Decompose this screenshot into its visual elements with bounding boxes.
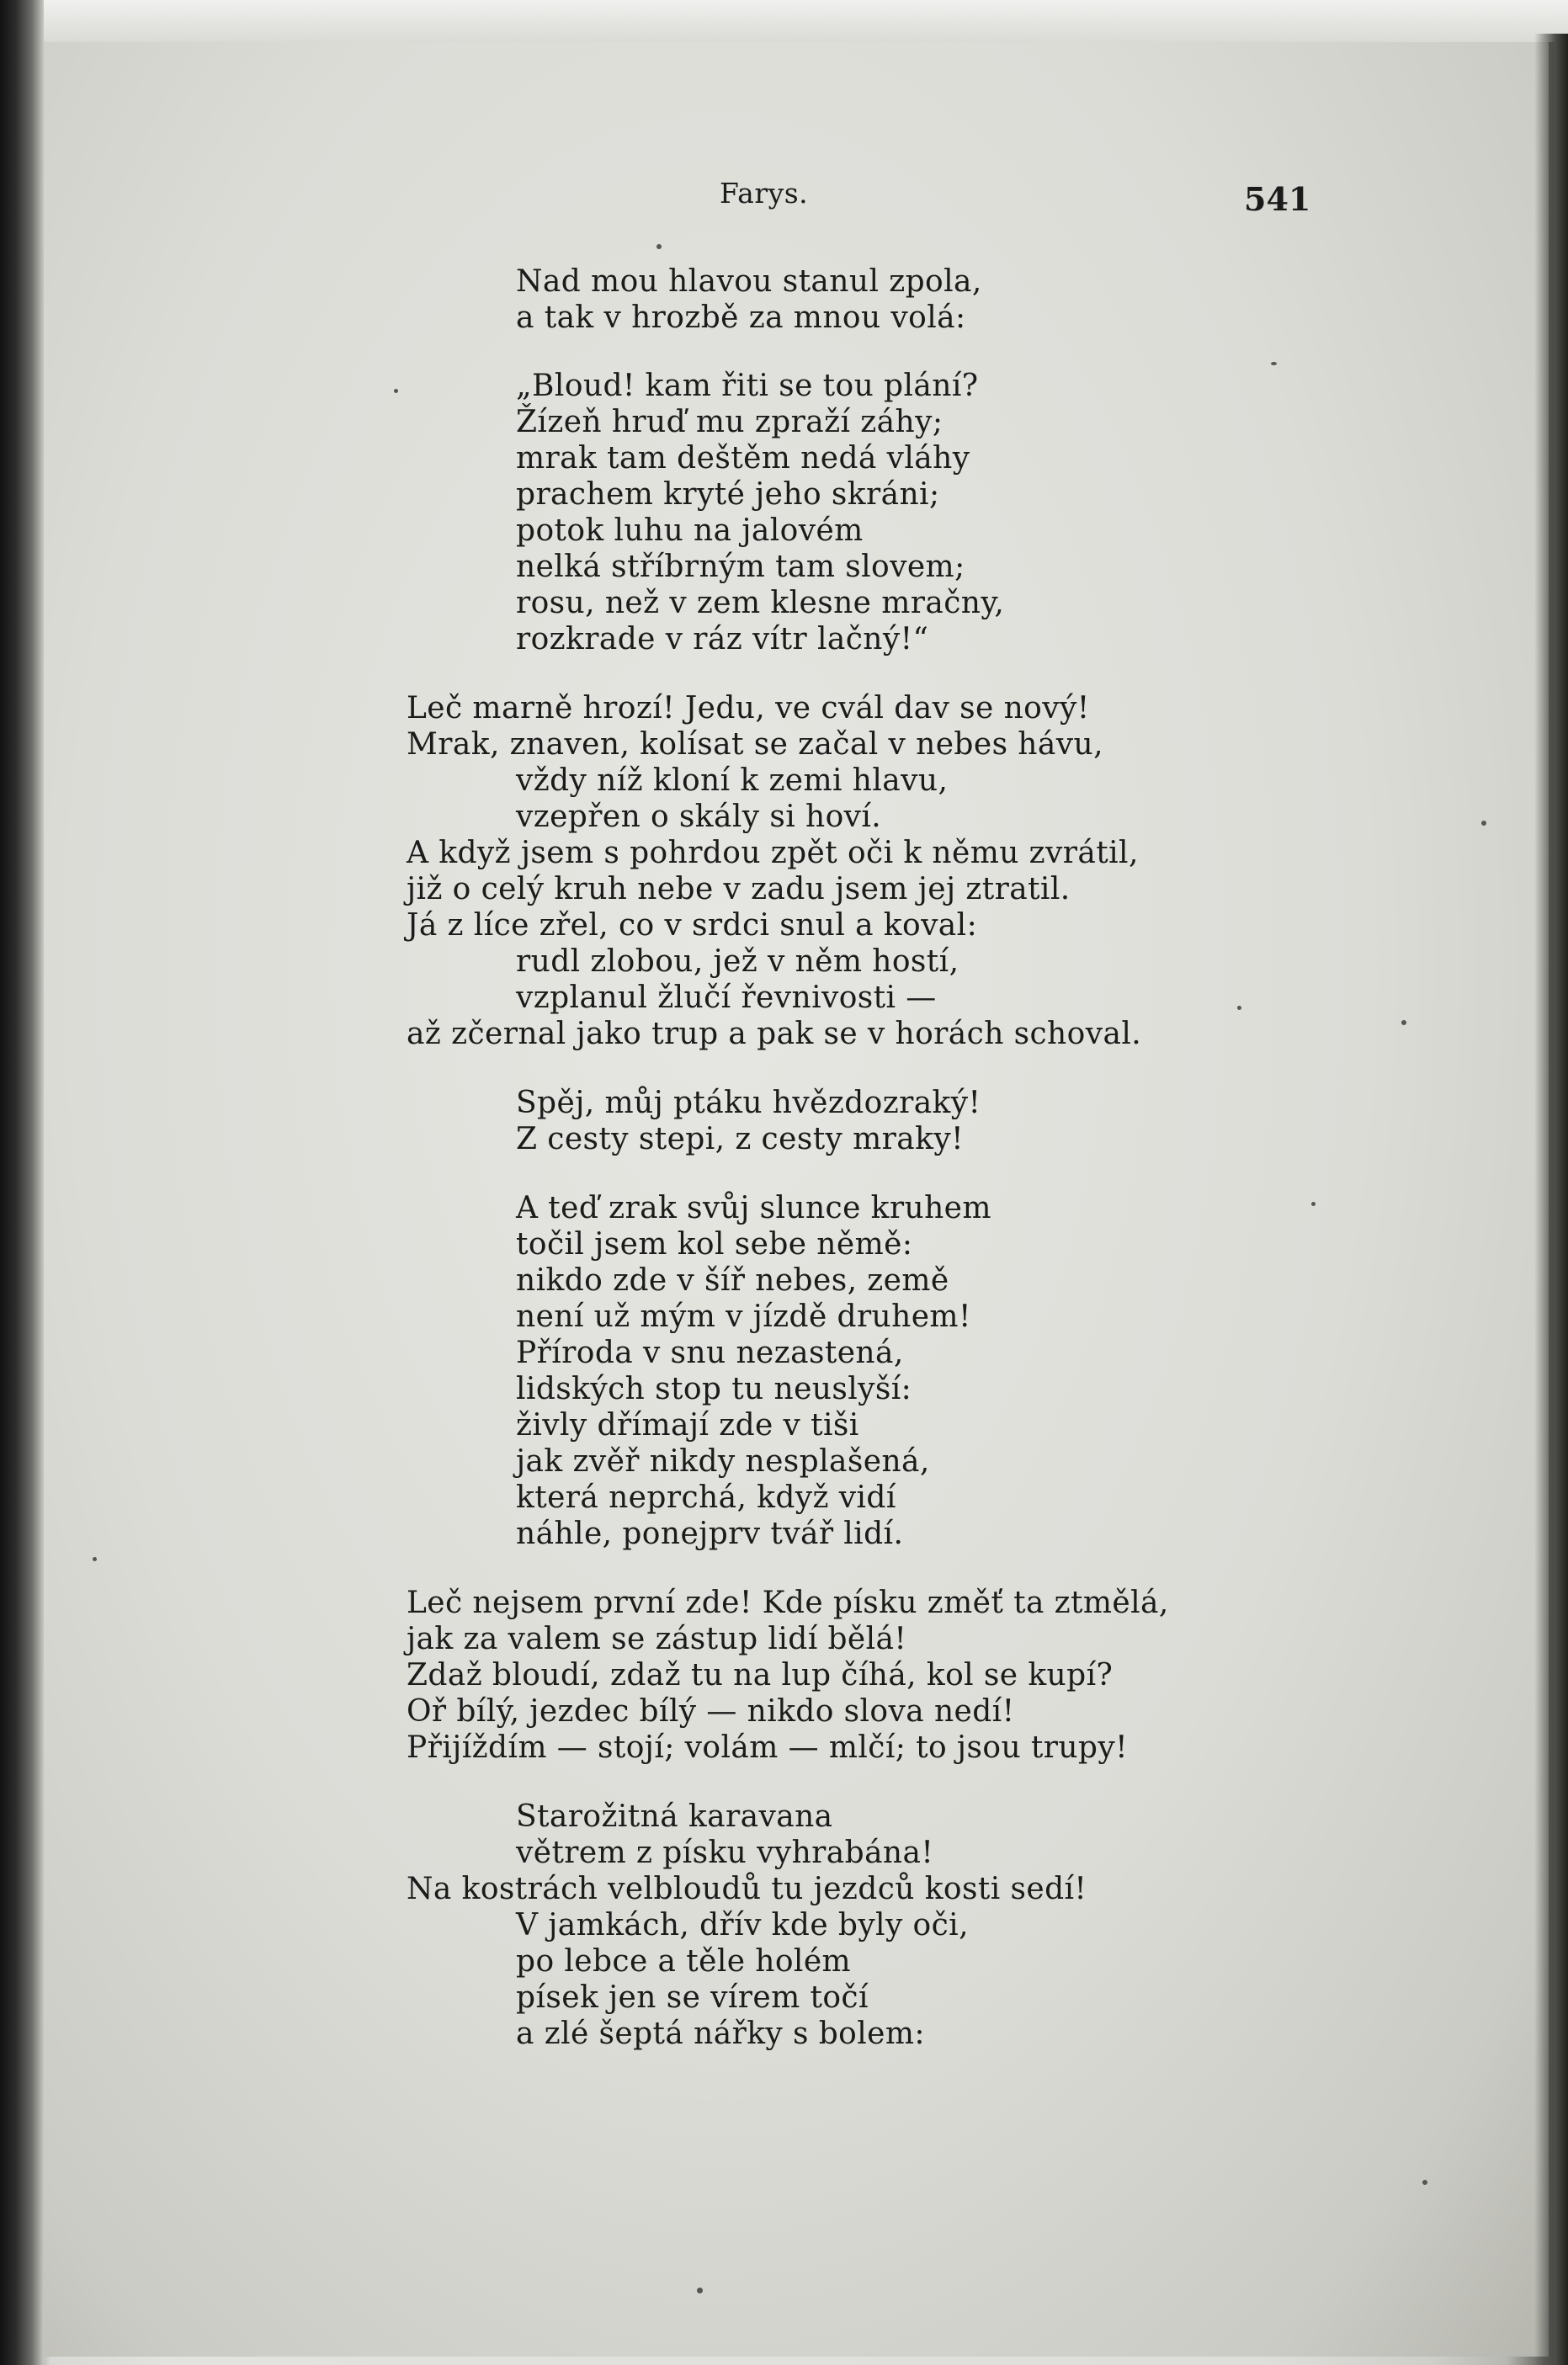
poem-line: rozkrade v ráz vítr lačný!“ xyxy=(516,622,929,656)
poem-line: lidských stop tu neuslyší: xyxy=(516,1372,912,1406)
poem-line: A teď zrak svůj slunce kruhem xyxy=(516,1191,991,1225)
scan-speck xyxy=(1237,1006,1241,1010)
scan-speck xyxy=(1271,362,1277,365)
scan-speck xyxy=(1481,821,1486,826)
poem-line: Zdaž bloudí, zdaž tu na lup číhá, kol se kupí? xyxy=(407,1658,1114,1693)
poem-line: jak zvěř nikdy nesplašená, xyxy=(516,1444,930,1479)
page-number: 541 xyxy=(1244,180,1311,218)
poem-line: a zlé šeptá nářky s bolem: xyxy=(516,2017,925,2051)
scan-speck xyxy=(697,2288,703,2293)
poem-line: rosu, než v zem klesne mračny, xyxy=(516,586,1005,620)
book-spine-edge xyxy=(0,0,44,2365)
poem-line: vzepřen o skály si hoví. xyxy=(516,800,882,834)
scan-speck xyxy=(93,1557,97,1561)
poem-line: písek jen se vírem točí xyxy=(516,1980,869,2015)
poem-line: není už mým v jízdě druhem! xyxy=(516,1299,971,1334)
right-page-edge xyxy=(1534,34,1568,2365)
poem-line: vzplanul žlučí řevnivosti — xyxy=(516,981,937,1015)
poem-line: větrem z písku vyhrabána! xyxy=(516,1836,934,1870)
poem-line: náhle, ponejprv tvář lidí. xyxy=(516,1517,904,1551)
poem-line: rudl zlobou, jež v něm hostí, xyxy=(516,944,959,979)
poem-line: točil jsem kol sebe němě: xyxy=(516,1227,913,1262)
poem-line: nelká stříbrným tam slovem; xyxy=(516,550,965,584)
scan-speck xyxy=(656,244,662,249)
poem-line: Nad mou hlavou stanul zpola, xyxy=(516,264,982,299)
poem-line: Mrak, znaven, kolísat se začal v nebes hávu, xyxy=(407,727,1103,762)
poem-line: Přijíždím — stojí; volám — mlčí; to jsou trupy! xyxy=(407,1730,1128,1765)
running-head: Farys. xyxy=(720,177,809,210)
poem-line: prachem kryté jeho skráni; xyxy=(516,477,940,512)
poem-line: živly dřímají zde v tiši xyxy=(516,1408,859,1443)
poem-line: potok luhu na jalovém xyxy=(516,513,864,548)
poem-line: vždy níž kloní k zemi hlavu, xyxy=(516,763,949,798)
poem-line: A když jsem s pohrdou zpět oči k němu zvrátil, xyxy=(407,836,1139,870)
scan-speck xyxy=(1401,1020,1406,1025)
poem-line: po lebce a těle holém xyxy=(516,1944,852,1979)
scan-speck xyxy=(1311,1202,1316,1206)
scan-speck xyxy=(394,389,398,393)
poem-line: Oř bílý, jezdec bílý — nikdo slova nedí! xyxy=(407,1694,1015,1729)
poem-line: mrak tam deštěm nedá vláhy xyxy=(516,441,970,476)
poem-line: Leč nejsem první zde! Kde písku změť ta ztmělá, xyxy=(407,1586,1169,1620)
poem-line: Starožitná karavana xyxy=(516,1799,833,1834)
poem-line: jak za valem se zástup lidí bělá! xyxy=(407,1622,907,1656)
poem-line: Na kostrách velbloudů tu jezdců kosti sedí! xyxy=(407,1872,1087,1906)
scan-speck xyxy=(1422,2180,1427,2185)
poem-line: Já z líce zřel, co v srdci snul a koval: xyxy=(407,908,978,943)
poem-line: Spěj, můj ptáku hvězdozraký! xyxy=(516,1086,981,1120)
poem-line: a tak v hrozbě za mnou volá: xyxy=(516,300,966,335)
poem-line: nikdo zde v šíř nebes, země xyxy=(516,1263,949,1298)
poem-line: Žízeň hruď mu zpraží záhy; xyxy=(516,405,943,439)
poem-line: Příroda v snu nezastená, xyxy=(516,1336,904,1370)
poem-line: již o celý kruh nebe v zadu jsem jej ztratil. xyxy=(407,872,1071,906)
poem-line: V jamkách, dřív kde byly oči, xyxy=(516,1908,969,1942)
poem-line: Z cesty stepi, z cesty mraky! xyxy=(516,1122,964,1156)
poem-line: která neprchá, když vidí xyxy=(516,1480,896,1515)
poem-line: až zčernal jako trup a pak se v horách schoval. xyxy=(407,1017,1142,1051)
page-header xyxy=(0,177,1568,227)
poem-line: Leč marně hrozí! Jedu, ve cvál dav se nový! xyxy=(407,691,1090,725)
top-page-edge xyxy=(34,0,1568,42)
poem-line: „Bloud! kam řiti se tou plání? xyxy=(516,369,979,403)
